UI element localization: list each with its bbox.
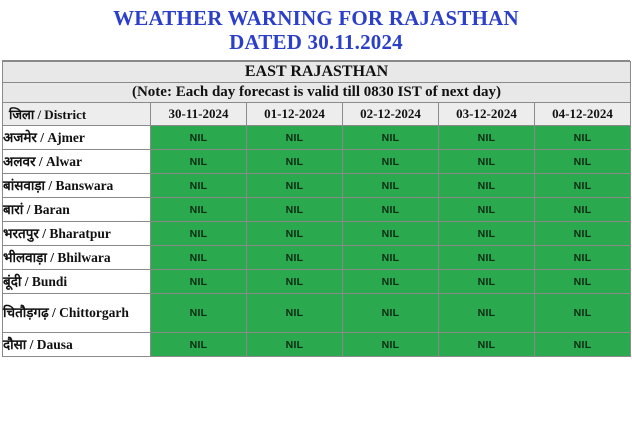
forecast-cell: NIL — [343, 150, 439, 174]
forecast-cell: NIL — [535, 270, 631, 294]
forecast-cell: NIL — [247, 270, 343, 294]
forecast-cell: NIL — [439, 150, 535, 174]
forecast-cell: NIL — [247, 246, 343, 270]
table-row — [3, 270, 631, 294]
region-note: (Note: Each day forecast is valid till 0830 IST of next day) — [3, 83, 631, 103]
forecast-cell: NIL — [343, 222, 439, 246]
forecast-cell: NIL — [439, 174, 535, 198]
district-name: अलवर / Alwar — [3, 150, 151, 174]
forecast-cell: NIL — [247, 150, 343, 174]
warning-table — [2, 61, 631, 357]
forecast-cell: NIL — [343, 246, 439, 270]
forecast-cell: NIL — [343, 294, 439, 333]
district-name: भरतपुर / Bharatpur — [3, 222, 151, 246]
forecast-cell: NIL — [247, 222, 343, 246]
forecast-cell: NIL — [151, 222, 247, 246]
column-header-district: जिला / District — [3, 103, 151, 126]
forecast-cell: NIL — [151, 174, 247, 198]
forecast-cell: NIL — [439, 222, 535, 246]
region-heading: EAST RAJASTHAN — [3, 62, 631, 83]
forecast-cell: NIL — [535, 222, 631, 246]
forecast-cell: NIL — [247, 198, 343, 222]
district-name: चितौड़गढ़ / Chittorgarh — [3, 294, 151, 333]
column-header-day-5: 04-12-2024 — [535, 103, 631, 126]
district-name: बारां / Baran — [3, 198, 151, 222]
forecast-cell: NIL — [535, 198, 631, 222]
forecast-cell: NIL — [247, 126, 343, 150]
forecast-cell: NIL — [439, 270, 535, 294]
forecast-cell: NIL — [343, 198, 439, 222]
forecast-cell: NIL — [439, 126, 535, 150]
forecast-cell: NIL — [247, 294, 343, 333]
district-name: अजमेर / Ajmer — [3, 126, 151, 150]
forecast-cell: NIL — [343, 174, 439, 198]
forecast-cell: NIL — [247, 174, 343, 198]
column-header-day-1: 30-11-2024 — [151, 103, 247, 126]
district-name: भीलवाड़ा / Bhilwara — [3, 246, 151, 270]
forecast-cell: NIL — [535, 174, 631, 198]
warning-table-wrapper — [2, 60, 630, 357]
forecast-cell: NIL — [439, 333, 535, 357]
table-row — [3, 246, 631, 270]
column-header-day-3: 02-12-2024 — [343, 103, 439, 126]
page-title — [0, 0, 632, 54]
forecast-cell: NIL — [535, 333, 631, 357]
forecast-cell: NIL — [151, 270, 247, 294]
forecast-cell: NIL — [535, 150, 631, 174]
forecast-cell: NIL — [535, 294, 631, 333]
table-row — [3, 150, 631, 174]
district-name: बांसवाड़ा / Banswara — [3, 174, 151, 198]
table-row — [3, 294, 631, 333]
forecast-cell: NIL — [151, 333, 247, 357]
table-row — [3, 198, 631, 222]
forecast-cell: NIL — [439, 294, 535, 333]
title-line-2: DATED 30.11.2024 — [229, 30, 403, 54]
column-header-row — [3, 103, 631, 126]
district-name: बूंदी / Bundi — [3, 270, 151, 294]
forecast-cell: NIL — [535, 126, 631, 150]
forecast-cell: NIL — [151, 294, 247, 333]
table-row — [3, 333, 631, 357]
region-note-row — [3, 83, 631, 103]
table-row — [3, 126, 631, 150]
forecast-cell: NIL — [343, 126, 439, 150]
table-row — [3, 222, 631, 246]
forecast-cell: NIL — [151, 150, 247, 174]
forecast-cell: NIL — [535, 246, 631, 270]
forecast-cell: NIL — [151, 246, 247, 270]
column-header-day-2: 01-12-2024 — [247, 103, 343, 126]
region-heading-row — [3, 62, 631, 83]
district-name: दौसा / Dausa — [3, 333, 151, 357]
title-line-1: WEATHER WARNING FOR RAJASTHAN — [113, 6, 519, 30]
forecast-cell: NIL — [151, 198, 247, 222]
forecast-cell: NIL — [343, 270, 439, 294]
forecast-cell: NIL — [247, 333, 343, 357]
forecast-cell: NIL — [439, 246, 535, 270]
column-header-day-4: 03-12-2024 — [439, 103, 535, 126]
forecast-cell: NIL — [343, 333, 439, 357]
forecast-cell: NIL — [439, 198, 535, 222]
table-row — [3, 174, 631, 198]
forecast-cell: NIL — [151, 126, 247, 150]
